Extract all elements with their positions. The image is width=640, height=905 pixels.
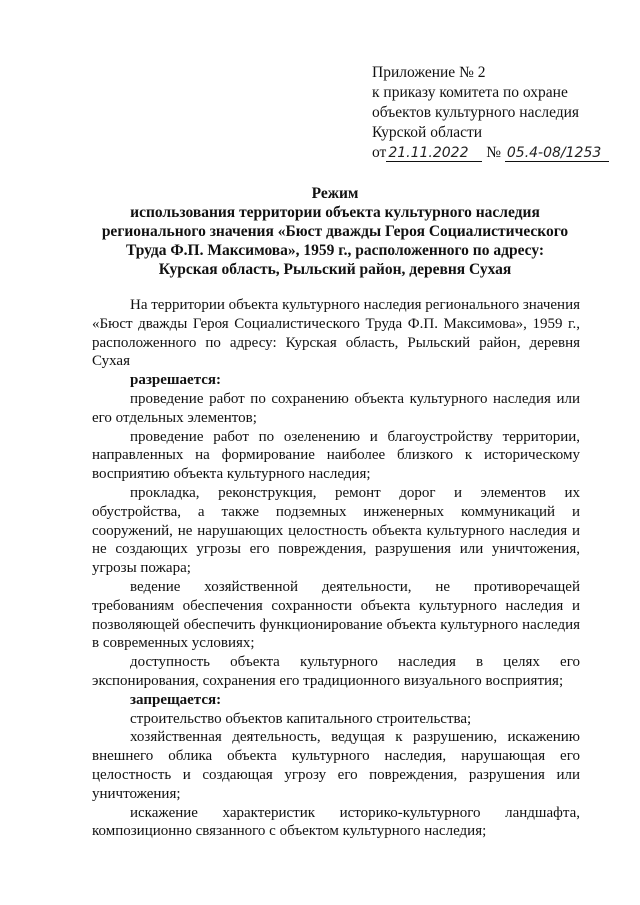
forbidden-item: хозяйственная деятельность, ведущая к разрушению, искажению внешнего облика объекта культурного наследия, нарушающая его целостность и создающая угрозу его повреждения, разрушения или уничтожения;: [92, 729, 580, 802]
allowed-item: прокладка, реконструкция, ремонт дорог и элементов их обустройства, а также подземных инженерных коммуникаций и сооружений, не нарушающих целостность объекта культурного наследия и не создающих угрозы его повреждения, разрушения или уничтожения, угрозы пожара;: [92, 484, 580, 577]
appendix-line-1: Приложение № 2: [372, 64, 486, 81]
document-body: [92, 296, 580, 841]
intro-paragraph: На территории объекта культурного наследия регионального значения «Бюст дважды Героя Социалистического Труда Ф.П. Максимова», 1959 г., расположенного по адресу: Курская область, Рыльский район, деревня Сухая: [92, 297, 580, 370]
order-number: 05.4-08/1253: [505, 145, 609, 162]
appendix-line-4: Курской области: [372, 124, 483, 141]
from-label: от: [372, 144, 387, 161]
forbidden-label: запрещается:: [130, 691, 222, 708]
forbidden-item: строительство объектов капитального строительства;: [130, 710, 472, 727]
title-line-3: регионального значения «Бюст дважды Героя Социалистического: [101, 223, 569, 240]
document-title: [100, 184, 570, 279]
allowed-item: проведение работ по сохранению объекта культурного наследия или его отдельных элементов;: [92, 390, 580, 426]
allowed-label: разрешается:: [130, 372, 222, 389]
appendix-header: [372, 63, 609, 163]
title-line-2: использования территории объекта культурного наследия: [130, 204, 540, 221]
appendix-line-2: к приказу комитета по охране: [372, 84, 568, 101]
order-date: 21.11.2022: [386, 145, 482, 162]
appendix-line-3: объектов культурного наследия: [372, 104, 580, 121]
number-label: №: [486, 144, 501, 161]
title-line-1: Режим: [311, 185, 359, 202]
title-line-4: Труда Ф.П. Максимова», 1959 г., расположенного по адресу:: [125, 242, 545, 259]
appendix-date-line: [372, 143, 609, 163]
title-line-5: Курская область, Рыльский район, деревня Сухая: [158, 261, 512, 278]
forbidden-item: искажение характеристик историко-культурного ландшафта, композиционно связанного с объектом культурного наследия;: [92, 804, 580, 840]
allowed-item: проведение работ по озеленению и благоустройству территории, направленных на формирование наиболее близкого к историческому восприятию объекта культурного наследия;: [92, 428, 580, 483]
allowed-item: ведение хозяйственной деятельности, не противоречащей требованиям обеспечения сохранности объекта культурного наследия и позволяющей обеспечить функционирование объекта культурного наследия в современных условиях;: [92, 578, 580, 652]
allowed-item: доступность объекта культурного наследия в целях его экспонирования, сохранения его традиционного визуального восприятия;: [92, 654, 580, 689]
